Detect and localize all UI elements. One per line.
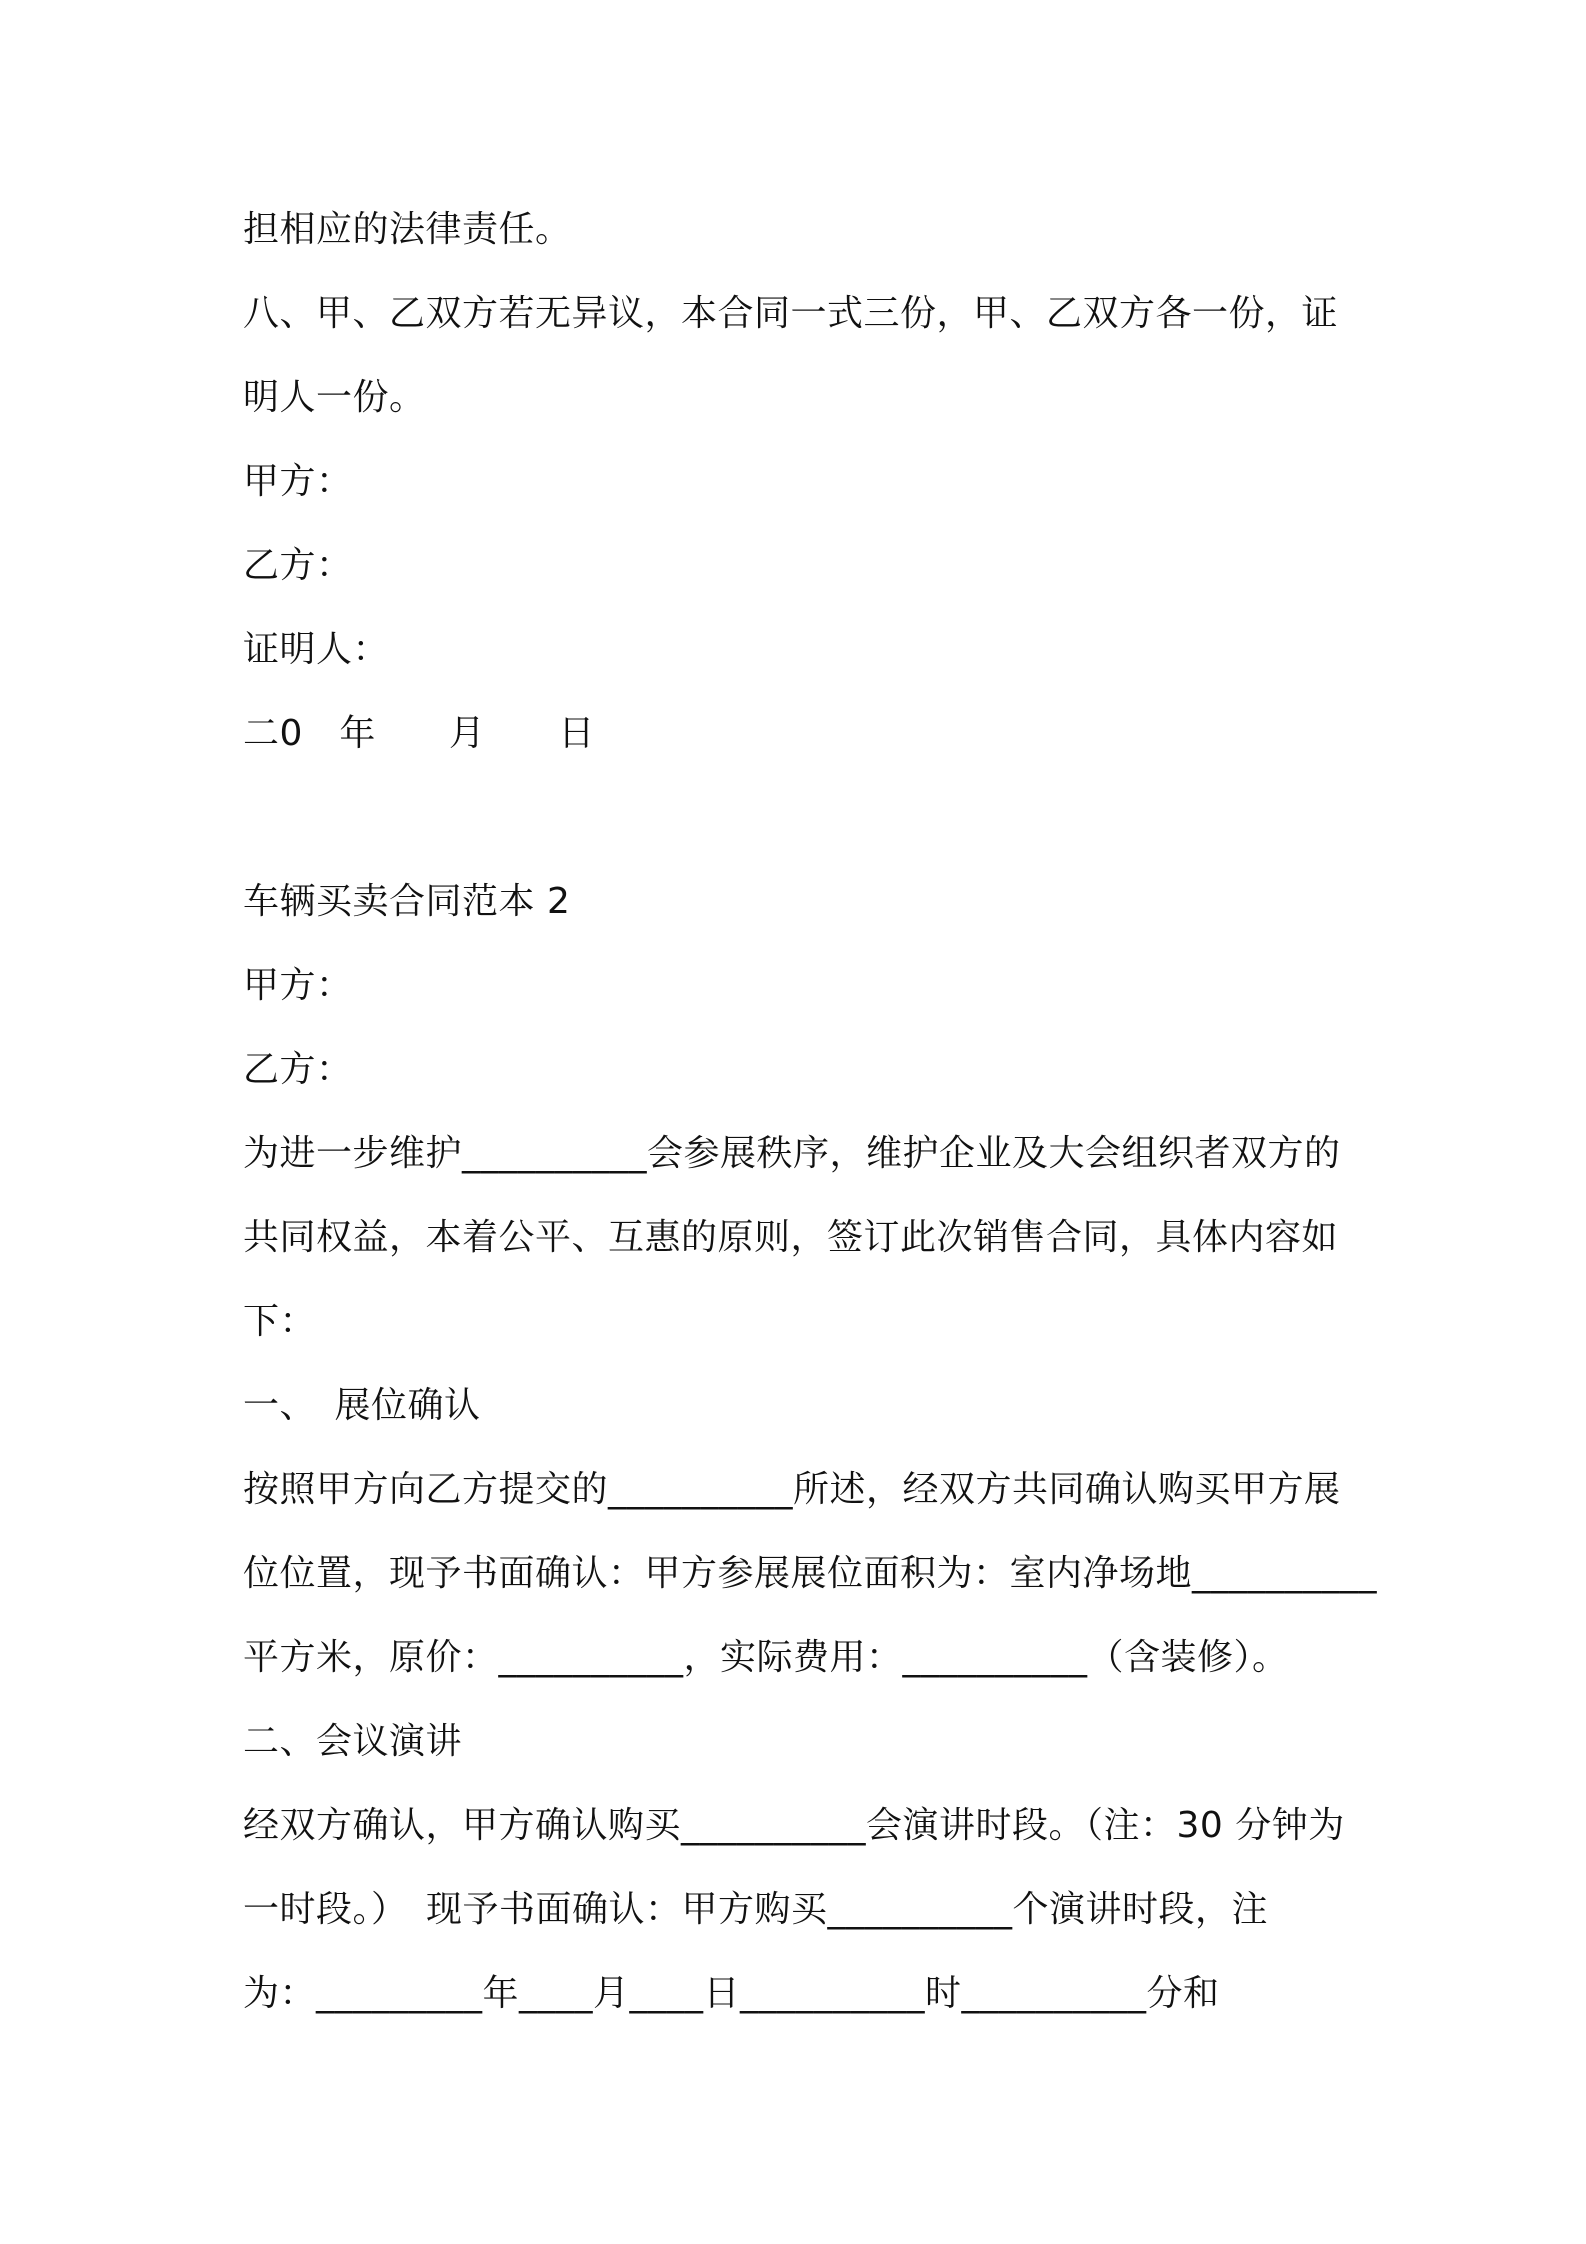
- section-title: 车辆买卖合同范本 2: [243, 881, 571, 922]
- line-booth-1: 按照甲方向乙方提交的__________所述，经双方共同确认购买甲方展: [243, 1469, 1341, 1510]
- line-booth-3: 平方米，原价：__________，实际费用：__________（含装修）。: [243, 1637, 1289, 1678]
- line-speech-1: 经双方确认，甲方确认购买__________会演讲时段。（注：30 分钟为: [243, 1805, 1345, 1846]
- line-party-a: 甲方：: [243, 461, 353, 502]
- line-liability: 担相应的法律责任。: [243, 209, 572, 250]
- line-clause-8: 八、甲、乙双方若无异议，本合同一式三份，甲、乙双方各一份，证: [243, 293, 1339, 334]
- line-intro-3: 下：: [243, 1301, 317, 1342]
- line-speech-3: 为：_________年____月____日__________时__________分和: [243, 1973, 1220, 2014]
- line-party-b-2: 乙方：: [243, 1049, 353, 1090]
- heading-speech: 二、会议演讲: [243, 1721, 463, 1762]
- line-intro-1: 为进一步维护__________会参展秩序，维护企业及大会组织者双方的: [243, 1133, 1341, 1174]
- line-booth-2: 位位置，现予书面确认：甲方参展展位面积为：室内净场地__________: [243, 1553, 1378, 1594]
- line-witness: 证明人：: [243, 629, 390, 670]
- heading-booth: 一、 展位确认: [243, 1385, 481, 1426]
- line-party-a-2: 甲方：: [243, 965, 353, 1006]
- line-date: 二0 年 月 日: [243, 713, 595, 754]
- line-party-b: 乙方：: [243, 545, 353, 586]
- line-intro-2: 共同权益，本着公平、互惠的原则，签订此次销售合同，具体内容如: [243, 1217, 1339, 1258]
- line-clause-8-cont: 明人一份。: [243, 377, 426, 418]
- line-speech-2: 一时段。） 现予书面确认：甲方购买__________个演讲时段，注: [243, 1889, 1269, 1930]
